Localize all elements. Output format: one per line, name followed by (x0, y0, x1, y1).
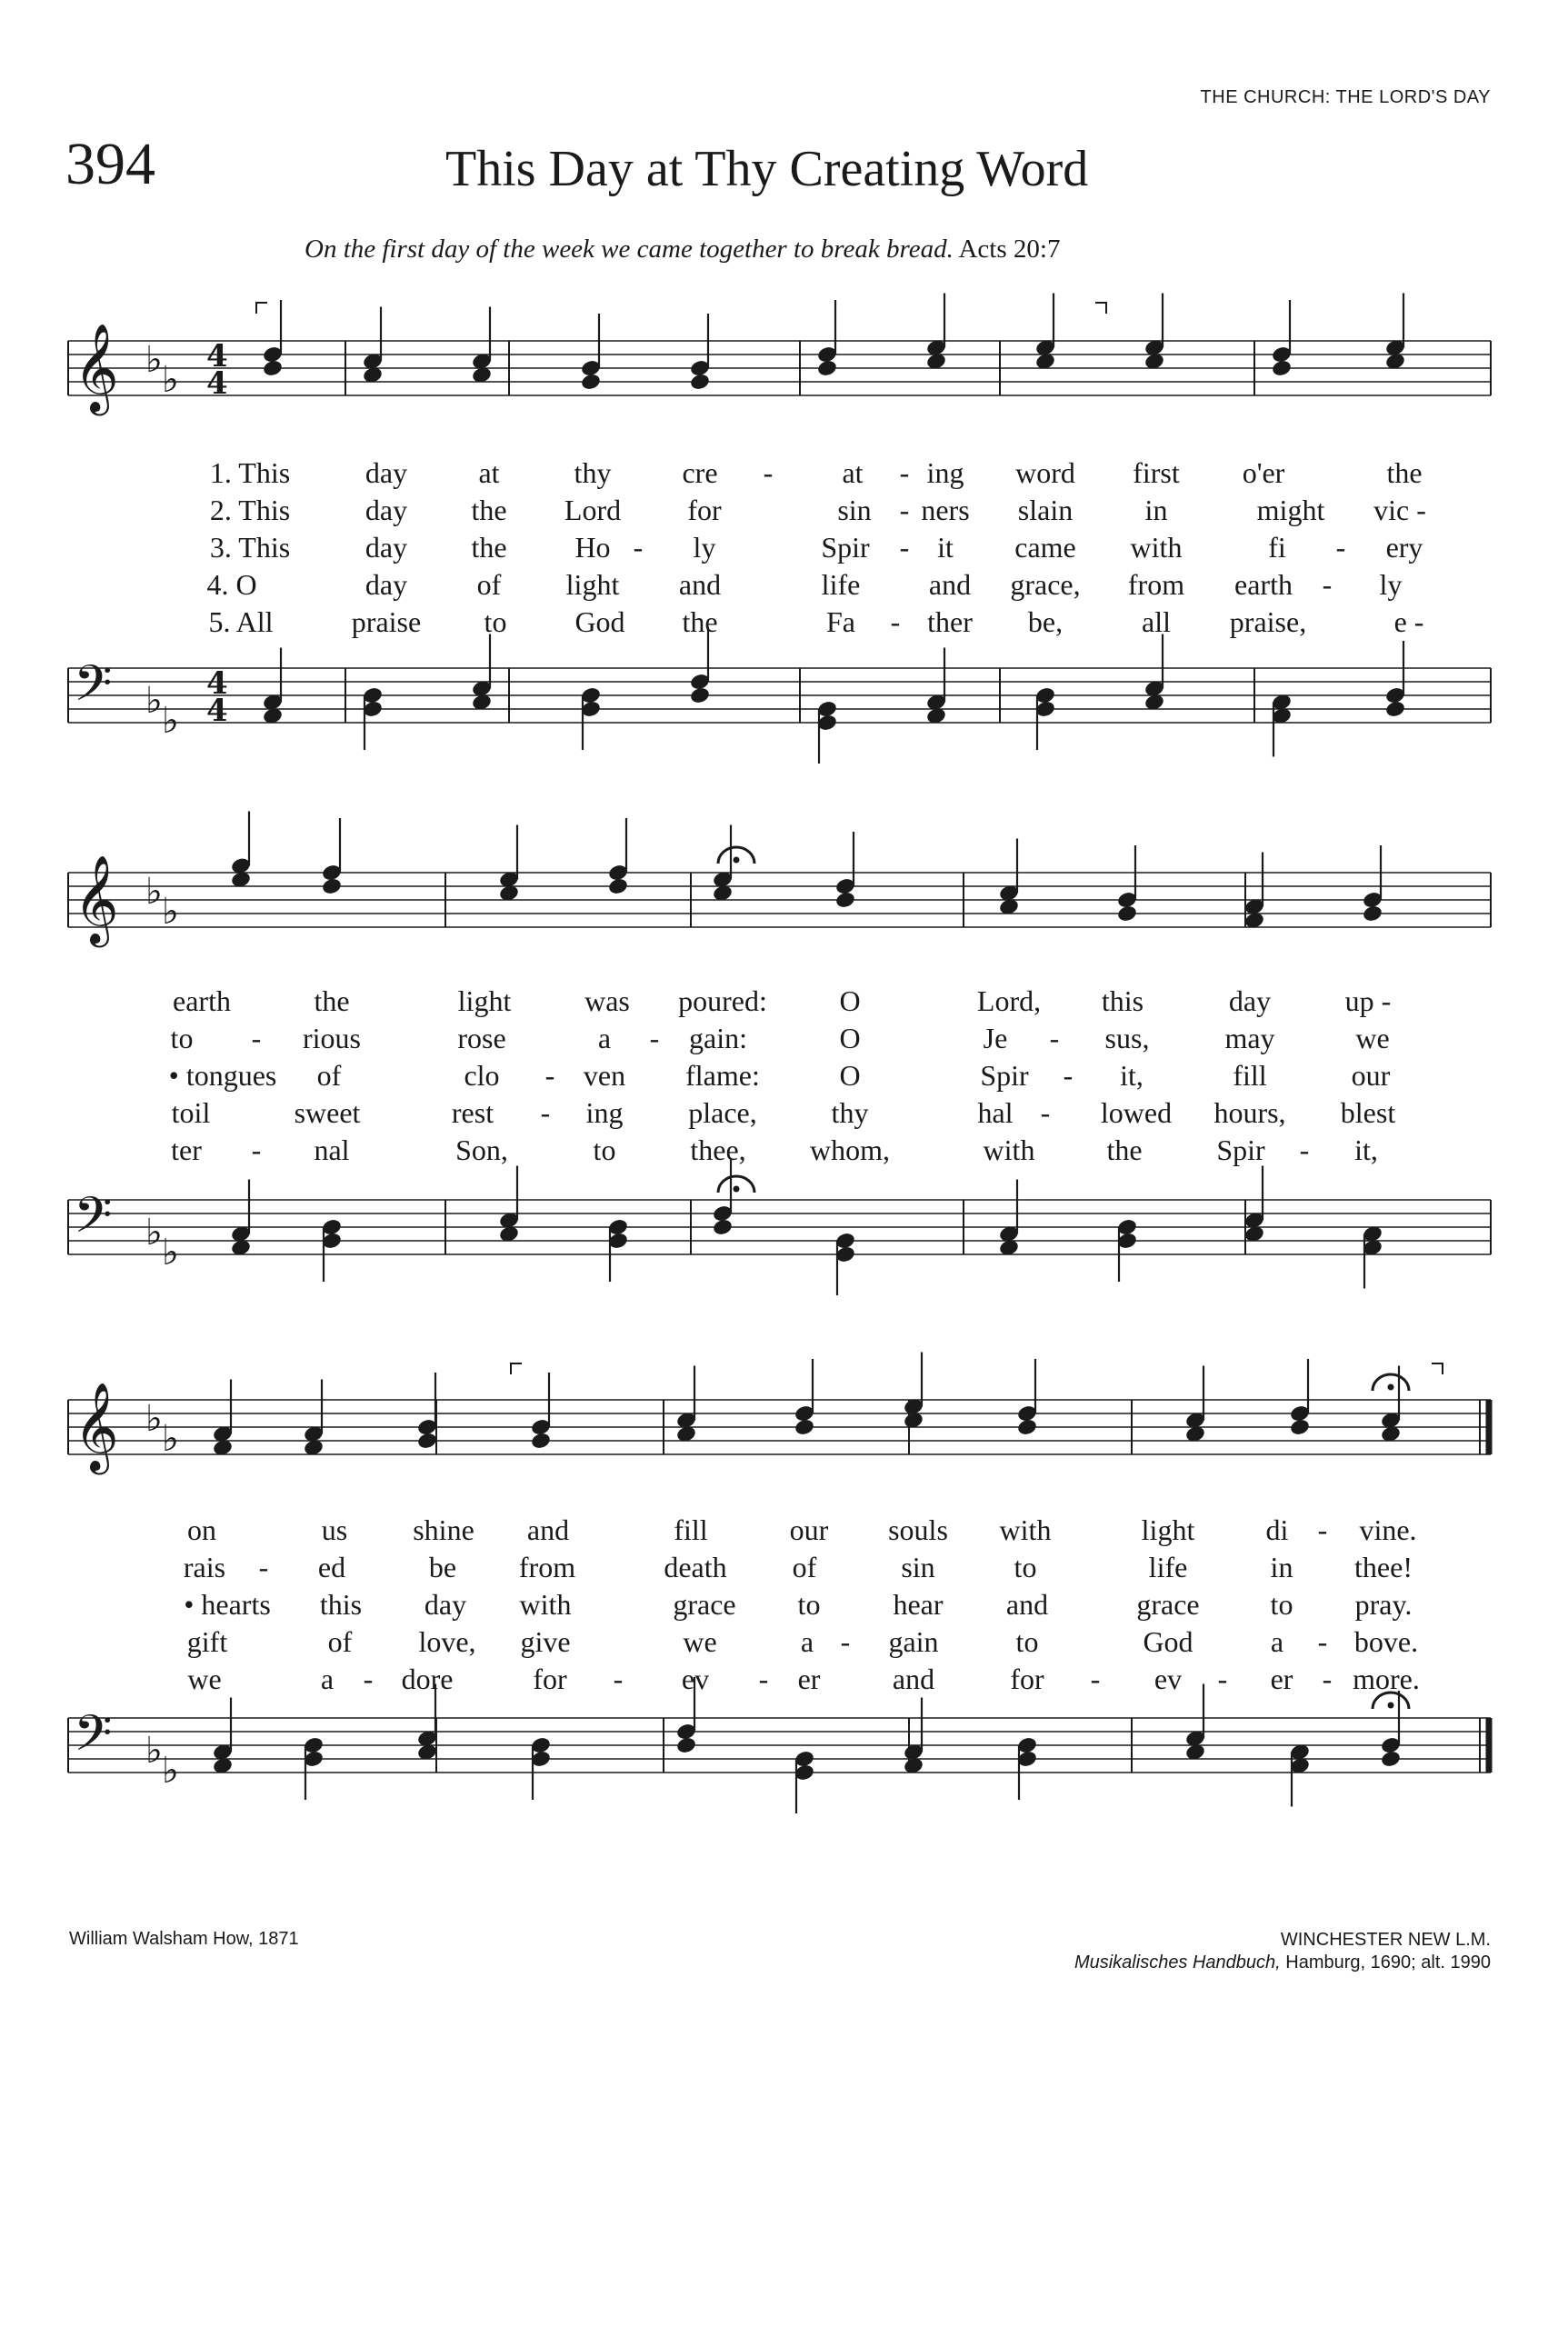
lyric-syllable: rest (451, 1096, 494, 1129)
lyric-syllable: on (187, 1513, 216, 1546)
lyric-syllable: to (1270, 1588, 1293, 1621)
lyric-syllable: came (1014, 531, 1076, 564)
lyric-syllable: be (428, 1551, 457, 1583)
lyric-syllable: for (1010, 1663, 1044, 1695)
phrase-bracket-start (256, 303, 267, 314)
tune-name: WINCHESTER NEW L.M. (1280, 1930, 1491, 1950)
lyric-syllable: - (1335, 531, 1346, 564)
lyric-syllable: - (258, 1551, 269, 1583)
lyric-syllable: gift (186, 1625, 228, 1658)
lyric-syllable: fill (1233, 1059, 1267, 1092)
lyric-syllable: a (597, 1022, 612, 1054)
hymn-number: 394 (65, 131, 155, 197)
lyric-syllable: more. (1353, 1663, 1420, 1695)
lyric-syllable: it (937, 531, 954, 564)
lyric-syllable: of (792, 1551, 817, 1583)
lyric-syllable: - (758, 1663, 769, 1695)
lyric-syllable: ners (921, 494, 970, 526)
lyric-syllable: dore (401, 1663, 454, 1695)
lyric-syllable: with (519, 1588, 572, 1621)
lyric-syllable: place, (688, 1096, 757, 1129)
lyric-syllable: we (187, 1663, 222, 1695)
lyric-syllable: and (1005, 1588, 1049, 1621)
fermata-dot (734, 1186, 740, 1193)
fermata-dot (1388, 1703, 1394, 1709)
lyric-syllable: the (471, 531, 507, 564)
lyric-syllable: O (839, 1022, 861, 1054)
lyric-syllable: - (1049, 1022, 1060, 1054)
lyric-syllable: give (520, 1625, 571, 1658)
lyric-syllable: first (1133, 456, 1180, 489)
lyric-syllable: slain (1017, 494, 1074, 526)
lyric-syllable: light (565, 568, 620, 601)
lyric-syllable: we (1355, 1022, 1390, 1054)
lyric-syllable: light (457, 984, 512, 1017)
lyric-syllable: - (1317, 1625, 1328, 1658)
lyric-syllable: from (1127, 568, 1185, 601)
lyric-syllable: ing (926, 456, 964, 489)
lyric-syllable: of (316, 1059, 342, 1092)
lyric-syllable: us (321, 1513, 348, 1546)
lyric-syllable: sweet (294, 1096, 361, 1129)
lyric-syllable: this (319, 1588, 363, 1621)
lyric-syllable: and (526, 1513, 570, 1546)
lyric-syllable: a (320, 1663, 335, 1695)
time-signature-bottom: 4 (206, 693, 228, 729)
lyric-syllable: whom, (810, 1134, 890, 1166)
lyric-syllable: - (1322, 1663, 1333, 1695)
flat-icon: ♭ (162, 1750, 179, 1792)
lyric-syllable: thy (831, 1096, 869, 1129)
note-head (321, 877, 343, 896)
lyric-syllable: for (533, 1663, 567, 1695)
lyric-syllable: flame: (685, 1059, 760, 1092)
note-head (1116, 904, 1138, 924)
lyric-syllable: grace (1136, 1588, 1200, 1621)
lyric-syllable: praise, (1229, 605, 1307, 638)
flat-icon: ♭ (145, 1398, 163, 1440)
lyric-syllable: gain: (689, 1022, 747, 1054)
lyric-syllable: - (1040, 1096, 1051, 1129)
lyric-syllable: - (840, 1625, 851, 1658)
flat-icon: ♭ (145, 680, 163, 722)
lyric-syllable: o'er (1242, 456, 1285, 489)
tune-source-detail: Hamburg, 1690; alt. 1990 (1280, 1952, 1491, 1972)
phrase-bracket-end (1432, 1363, 1443, 1374)
lyric-syllable: vic - (1373, 494, 1426, 526)
flat-icon: ♭ (145, 1212, 163, 1253)
lyric-syllable: grace (673, 1588, 736, 1621)
lyric-syllable: light (1141, 1513, 1195, 1546)
lyric-syllable: lowed (1100, 1096, 1173, 1129)
lyric-syllable: 2. This (209, 494, 291, 526)
lyric-syllable: er (797, 1663, 821, 1695)
lyric-syllable: day (365, 531, 408, 564)
section-header: THE CHURCH: THE LORD'S DAY (1200, 87, 1491, 107)
lyric-syllable: nal (314, 1134, 350, 1166)
lyric-syllable: rais (183, 1551, 226, 1583)
epigraph-quote: On the first day of the week we came together to break bread. (305, 235, 954, 264)
lyric-syllable: at (478, 456, 500, 489)
lyric-syllable: pray. (1354, 1588, 1413, 1621)
flat-icon: ♭ (145, 1730, 163, 1772)
lyric-syllable: ed (317, 1551, 346, 1583)
lyric-syllable: we (683, 1625, 717, 1658)
lyric-syllable: in (1144, 494, 1168, 526)
treble-clef-icon: 𝄞 (74, 323, 119, 412)
lyric-syllable: thy (574, 456, 612, 489)
note-head (689, 686, 711, 705)
lyric-syllable: - (1063, 1059, 1074, 1092)
lyric-syllable: ing (585, 1096, 624, 1129)
lyric-syllable: to (1014, 1551, 1037, 1583)
flat-icon: ♭ (162, 359, 179, 401)
note-head (1016, 1418, 1038, 1437)
lyric-syllable: Je (983, 1022, 1008, 1054)
lyric-syllable: O (839, 1059, 861, 1092)
lyric-syllable: - (251, 1134, 262, 1166)
lyric-syllable: word (1015, 456, 1075, 489)
fermata-dot (734, 857, 740, 864)
lyric-syllable: Ho (574, 531, 611, 564)
lyric-syllable: cre (682, 456, 718, 489)
bass-clef-icon: 𝄢 (74, 1704, 113, 1774)
lyric-syllable: - (1217, 1663, 1228, 1695)
lyric-syllable: Spir (980, 1059, 1029, 1092)
bass-clef-icon: 𝄢 (74, 654, 113, 724)
lyric-syllable: of (476, 568, 502, 601)
note-head (416, 1432, 438, 1451)
lyric-syllable: ter (171, 1134, 202, 1166)
flat-icon: ♭ (162, 1418, 179, 1460)
lyric-syllable: toil (171, 1096, 211, 1129)
lyric-syllable: our (1351, 1059, 1391, 1092)
note-head (712, 1218, 734, 1237)
lyric-syllable: Fa (826, 605, 855, 638)
lyric-syllable: sin (901, 1551, 935, 1583)
lyric-syllable: ther (927, 605, 973, 638)
tune-source (1074, 1952, 1491, 1974)
lyric-syllable: it, (1354, 1134, 1378, 1166)
lyric-syllable: Lord (564, 494, 622, 526)
note-head (1289, 1418, 1311, 1437)
note-head (1384, 700, 1406, 719)
note-head (607, 877, 629, 896)
tune-source-title: Musikalisches Handbuch, (1074, 1952, 1281, 1972)
lyric-syllable: - (613, 1663, 624, 1695)
hymn-title: This Day at Thy Creating Word (445, 141, 1089, 197)
lyric-syllable: of (327, 1625, 353, 1658)
lyric-syllable: - (544, 1059, 555, 1092)
lyric-syllable: - (1299, 1134, 1310, 1166)
lyric-syllable: fill (674, 1513, 708, 1546)
lyric-syllable: ly (693, 531, 716, 564)
lyric-syllable: sin (837, 494, 872, 526)
treble-clef-icon: 𝄞 (74, 854, 119, 944)
lyric-syllable: blest (1340, 1096, 1396, 1129)
time-signature-top: 4 (206, 665, 228, 702)
lyric-syllable: to (484, 605, 507, 638)
lyric-syllable: Son, (455, 1134, 508, 1166)
lyric-syllable: to (170, 1022, 194, 1054)
lyric-syllable: with (1130, 531, 1183, 564)
lyric-syllable: - (363, 1663, 374, 1695)
lyric-syllable: grace, (1010, 568, 1081, 601)
lyric-syllable: to (1015, 1625, 1039, 1658)
note-head (834, 891, 856, 910)
lyric-syllable: life (1148, 1551, 1188, 1583)
lyric-syllable: er (1270, 1663, 1293, 1695)
lyric-syllable: and (892, 1663, 935, 1695)
lyric-syllable: gain (888, 1625, 939, 1658)
time-signature-top: 4 (206, 338, 228, 375)
lyric-syllable: - (251, 1022, 262, 1054)
lyric-syllable: e - (1393, 605, 1424, 638)
fermata-dot (1388, 1384, 1394, 1391)
note-head (262, 359, 284, 378)
lyric-syllable: hal (977, 1096, 1014, 1129)
lyric-syllable: Spir (1216, 1134, 1265, 1166)
flat-icon: ♭ (145, 339, 163, 381)
lyric-syllable: Lord, (976, 984, 1042, 1017)
epigraph-reference: Acts 20:7 (958, 235, 1061, 264)
note-head (580, 373, 602, 392)
lyric-syllable: love, (418, 1625, 476, 1658)
phrase-bracket-end (1095, 303, 1106, 314)
lyric-syllable: hear (893, 1588, 944, 1621)
lyric-syllable: 4. O (206, 568, 257, 601)
lyric-syllable: God (574, 605, 625, 638)
lyric-syllable: - (899, 456, 910, 489)
lyric-syllable: • hearts (184, 1588, 271, 1621)
lyric-syllable: might (1256, 494, 1325, 526)
phrase-bracket-start (511, 1363, 522, 1374)
lyric-syllable: a (800, 1625, 814, 1658)
lyric-syllable: clo (464, 1059, 500, 1092)
lyric-syllable: death (664, 1551, 727, 1583)
lyric-syllable: sus, (1104, 1022, 1150, 1054)
lyric-syllable: - (633, 531, 644, 564)
lyric-syllable: may (1224, 1022, 1275, 1054)
lyric-syllable: • tongues (168, 1059, 277, 1092)
lyric-syllable: up - (1344, 984, 1392, 1017)
lyric-syllable: the (1106, 1134, 1143, 1166)
lyric-syllable: with (999, 1513, 1052, 1546)
note-head (675, 1736, 697, 1755)
lyric-syllable: O (839, 984, 861, 1017)
lyric-syllable: - (540, 1096, 551, 1129)
lyric-syllable: souls (888, 1513, 948, 1546)
lyric-syllable: ev (1154, 1663, 1183, 1695)
note-head (689, 373, 711, 392)
bass-clef-icon: 𝄢 (74, 1186, 113, 1256)
note-head (816, 359, 838, 378)
lyric-syllable: from (518, 1551, 576, 1583)
lyric-syllable: thee! (1354, 1551, 1413, 1583)
time-signature-bottom: 4 (206, 365, 228, 402)
lyric-syllable: 5. All (208, 605, 274, 638)
lyric-syllable: earth (1234, 568, 1293, 601)
lyric-syllable: praise (351, 605, 422, 638)
lyric-syllable: this (1101, 984, 1144, 1017)
lyric-syllable: 1. This (209, 456, 291, 489)
lyric-syllable: ly (1379, 568, 1403, 601)
lyric-syllable: day (424, 1588, 467, 1621)
lyric-syllable: the (1386, 456, 1423, 489)
lyric-syllable: life (821, 568, 861, 601)
note-head (794, 1418, 815, 1437)
lyric-syllable: - (649, 1022, 660, 1054)
text-author-credit: William Walsham How, 1871 (69, 1929, 299, 1949)
lyric-syllable: to (593, 1134, 616, 1166)
lyric-syllable: was (584, 984, 630, 1017)
lyric-syllable: God (1143, 1625, 1193, 1658)
treble-clef-icon: 𝄞 (74, 1382, 119, 1471)
lyric-syllable: day (365, 568, 408, 601)
lyric-syllable: thee, (690, 1134, 746, 1166)
lyric-syllable: - (1322, 568, 1333, 601)
lyric-syllable: day (1228, 984, 1272, 1017)
lyric-syllable: - (763, 456, 774, 489)
lyric-syllable: poured: (678, 984, 767, 1017)
lyric-syllable: ev (681, 1663, 710, 1695)
lyric-syllable: di (1265, 1513, 1289, 1546)
lyric-syllable: rose (457, 1022, 506, 1054)
note-head (1271, 359, 1293, 378)
tune-credit (1074, 1929, 1491, 1974)
lyric-syllable: day (365, 456, 408, 489)
flat-icon: ♭ (162, 1232, 179, 1273)
lyric-syllable: a (1270, 1625, 1284, 1658)
lyric-syllable: for (687, 494, 722, 526)
lyric-syllable: vine. (1359, 1513, 1417, 1546)
note-head (530, 1432, 552, 1451)
lyric-syllable: be, (1027, 605, 1064, 638)
note-head (1380, 1750, 1402, 1769)
flat-icon: ♭ (145, 871, 163, 913)
lyric-syllable: all (1142, 605, 1171, 638)
lyric-syllable: fi (1268, 531, 1286, 564)
lyric-syllable: earth (173, 984, 231, 1017)
lyric-syllable: the (682, 605, 718, 638)
lyric-syllable: 3. This (209, 531, 291, 564)
lyric-syllable: - (1317, 1513, 1328, 1546)
lyric-syllable: Spir (821, 531, 870, 564)
lyric-syllable: our (789, 1513, 829, 1546)
lyric-syllable: the (314, 984, 350, 1017)
lyric-syllable: it, (1120, 1059, 1144, 1092)
lyric-syllable: and (928, 568, 972, 601)
flat-icon: ♭ (162, 891, 179, 933)
lyric-syllable: - (1090, 1663, 1101, 1695)
lyric-syllable: with (983, 1134, 1035, 1166)
lyric-syllable: - (899, 494, 910, 526)
lyric-syllable: - (899, 531, 910, 564)
flat-icon: ♭ (162, 700, 179, 742)
lyric-syllable: rious (303, 1022, 361, 1054)
lyric-syllable: bove. (1353, 1625, 1419, 1658)
lyric-syllable: day (365, 494, 408, 526)
lyric-syllable: - (890, 605, 901, 638)
lyric-syllable: and (678, 568, 722, 601)
lyric-syllable: to (797, 1588, 821, 1621)
lyric-syllable: at (842, 456, 864, 489)
lyric-syllable: ven (583, 1059, 626, 1092)
lyric-syllable: hours, (1213, 1096, 1286, 1129)
lyric-syllable: the (471, 494, 507, 526)
lyric-syllable: shine (413, 1513, 474, 1546)
note-head (1362, 904, 1383, 924)
lyric-syllable: in (1270, 1551, 1293, 1583)
lyric-syllable: ery (1385, 531, 1423, 564)
